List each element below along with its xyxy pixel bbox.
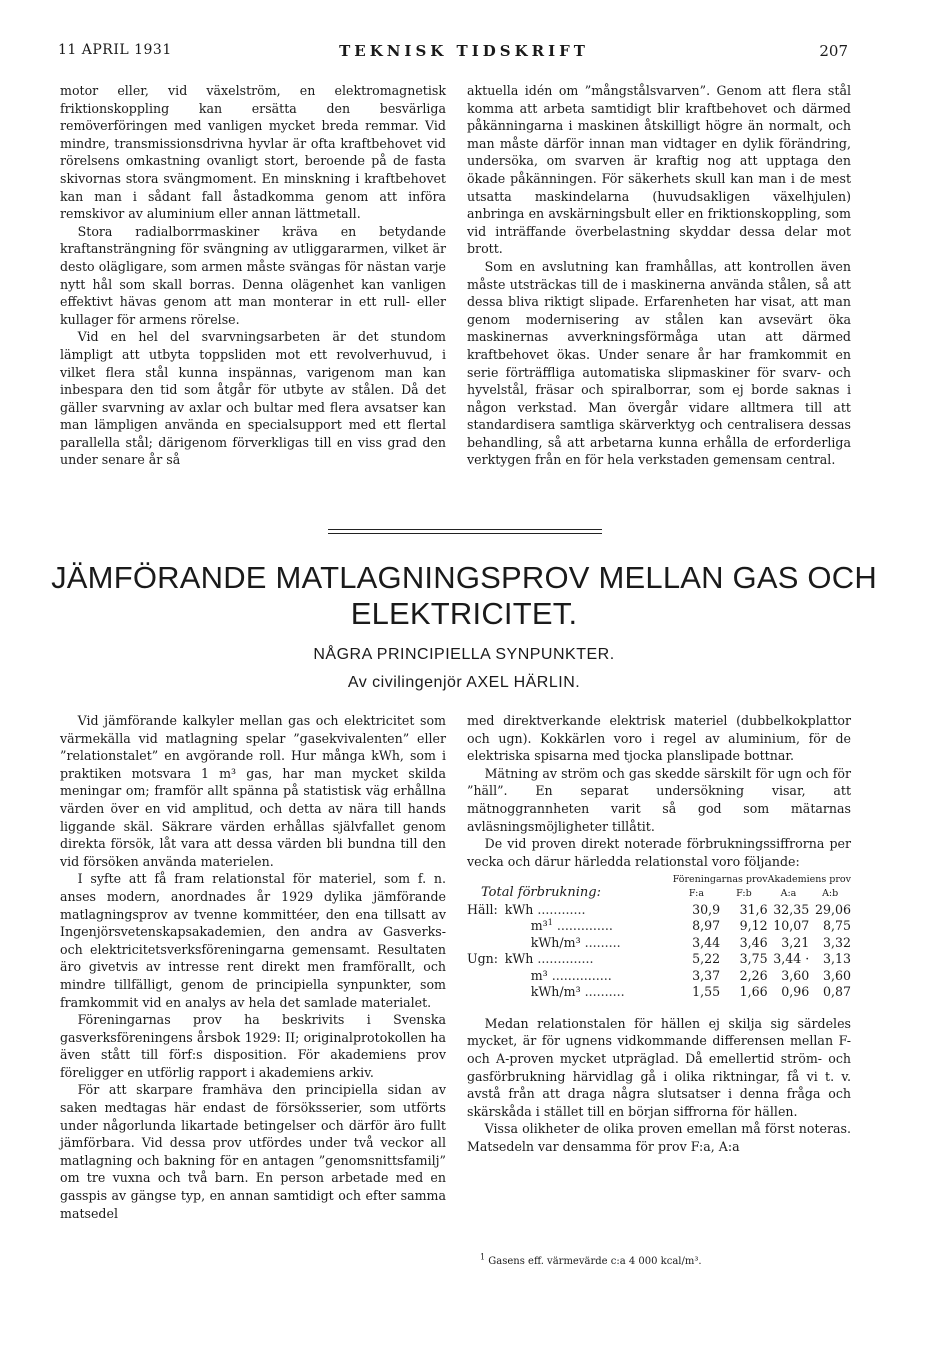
table-cell: 3,37 [692,967,721,983]
top-left-column [60,82,446,469]
separator-rule [328,533,602,534]
row-label: kWh/m³ [530,934,581,950]
table-cell: 3,60 [822,967,851,983]
footnote-number: 1 [480,1252,486,1262]
column-header: A:b [822,888,839,900]
table-cell: 29,06 [814,901,851,917]
paragraph: Vid jämförande kalkyler mellan gas och elektricitet som värmekälla vid matlagning spelar ”gasekvivalenten” eller ”relationstalet” en avgörande roll. Hur många kWh, som i praktiken motsvara 1 m³ gas, har man mycket skilda meningar om; framför allt spänna på statistisk väg erhållna värden över en vid amplitud, och detta av nära till hands liggande skäl. Säkrare värden erhållas självfallet genom direkta försök, låt vara att dessa värden bli bundna till den vid försöken använda materielen. [60,713,446,869]
paragraph: Vid en hel del svarvningsarbeten är det stundom lämpligt att utbyta toppsliden mot ett revolverhuvud, i vilket flera stål kunna inspännas, varigenom man kan inbespara den tid som åtgår för utbyte av stålen. Då det gäller svarvning av axlar och bultar med flera avsatser kan man lämpligen använda en specialsupport med ett flertal parallella stål; därigenom förverkligas till en viss grad den under senare år så [60,329,446,468]
paragraph: Vissa olikheter de olika proven emellan må först noteras. Matsedeln var densamma för prov F:a, A:a [467,1121,851,1154]
separator-rule [328,529,602,530]
paragraph: I syfte att få fram relationstal för materiel, som f. n. anses modern, anordnades år 1929 dylika jämförande matlagningsprov av tvenne kommittéer, den ena tillsatt av Ingenjörsvetenskapsakademien, den andra av Gasverks- och elektricitetsverksföreningarna gemensamt. Resultaten äro givetvis av intresse rent direkt men framförallt, och mindre tillfälligt, genom de principiella synpunkter, som framkommit vid en analys av hela det samlade materialet. [60,871,446,1010]
paragraph: Mätning av ström och gas skedde särskilt för ugn och för ”häll”. En separat undersökning visar, att mätnoggrannheten varit så god som mätarnas avläsningsmöjligheter tillåtit. [467,765,851,834]
group-header-foreningarna: Föreningarnas prov [672,874,768,886]
table-row [467,902,851,919]
leader-dots: ......... [584,934,621,950]
table-cell: 1,55 [692,984,721,1000]
footnote-text: Gasens eff. värmevärde c:a 4 000 kcal/m³. [488,1256,702,1267]
column-header: A:a [780,888,797,900]
table-column-header [467,885,851,902]
row-label: m³ [530,918,548,934]
footnote-marker: 1 [547,918,553,928]
row-label: kWh/m³ [530,984,581,1000]
table-cell: 32,35 [773,901,810,917]
row-group: Häll: [467,901,498,917]
journal-title: TEKNISK TIDSKRIFT [339,42,589,60]
table-title: Total förbrukning: [481,885,601,901]
leader-dots: ............ [537,901,586,917]
row-label: kWh [504,901,534,917]
column-header: F:a [688,888,704,900]
paragraph: För att skarpare framhäva den principiella sidan av saken medtagas här endast de försöksserier, som utförts under någorlunda likartade betingelser och därför äro fullt jämförbara. Vid dessa prov utfördes under två veckor all matlagning och bakning för en antagen ”genomsnittsfamilj” om tre vuxna och två barn. En person arbetade med en gasspis av gängse typ, en annan samtidigt och efter samma matsedel [60,1082,446,1221]
issue-date: 11 APRIL 1931 [58,42,172,58]
table-row [467,968,851,985]
table-cell: 31,6 [739,901,768,917]
paragraph: med direktverkande elektrisk materiel (dubbelkokplattor och ugn). Kokkärlen voro i regel av aluminium, för de elektriska spisarna med tjocka planslipade bottnar. [467,713,851,764]
consumption-table [467,874,851,1001]
leader-dots: .............. [556,918,613,934]
table-cell: 3,21 [781,934,810,950]
table-cell: 10,07 [773,918,810,934]
table-cell: 3,60 [781,967,810,983]
table-cell: 8,97 [692,918,721,934]
table-cell: 8,75 [822,918,851,934]
group-header-akademiens: Akademiens prov [767,874,851,886]
paragraph: aktuella idén om ”mångstålsvarven”. Genom att flera stål komma att arbeta samtidigt blir kraftbehovet och därmed påkänningarna i maskinen åtskilligt högre än normalt, och man måste därför innan man vidtager en dylik förändring, undersöka, om svarven är kraftig nog att upptaga den ökade påkänningen. För säkerhets skull kan man i de mest utsatta maskindelarna (huvudsakligen växelhjulen) anbringa en avskärningsbult eller en friktionskoppling, som vid inträffande överbelastning skyddar dessa delar mot brott. [467,83,851,257]
table-cell: 30,9 [692,901,721,917]
table-row [467,935,851,952]
row-group [467,918,505,935]
page-number: 207 [819,42,848,60]
table-cell: 3,44 [692,934,721,950]
leader-dots: .......... [584,984,625,1000]
table-row [467,951,851,968]
row-group [467,935,505,952]
row-group [467,968,505,985]
article-subtitle: NÅGRA PRINCIPIELLA SYNPUNKTER. [313,646,615,663]
paragraph: De vid proven direkt noterade förbrukningssiffrorna per vecka och därur härledda relationstal voro följande: [467,836,851,869]
row-label: m³ [530,967,548,983]
table-cell: 3,32 [822,934,851,950]
row-label: kWh [504,951,534,967]
article-title-line: JÄMFÖRANDE MATLAGNINGSPROV MELLAN GAS OCH [51,560,877,595]
table-cell: 0,87 [822,984,851,1000]
table-cell: 0,96 [781,984,810,1000]
table-cell: 3,46 [739,934,768,950]
paragraph: Stora radialborrmaskiner kräva en betydande kraftansträngning för svängning av utliggararmen, vilket är desto olägligare, som armen måste svängas för nästan varje nytt hål som skall borras. Denna olägenhet kan vanligen effektivt hävas genom att man monterar in ett rull- eller kullager för armens rörelse. [60,223,446,327]
row-group [467,984,505,1001]
article-title-line: ELEKTRICITET. [350,596,578,631]
column-header: F:b [736,888,752,900]
article-right-column [467,712,851,1156]
paragraph: Som en avslutning kan framhållas, att kontrollen även måste utsträckas till de i maskinerna använda stålen, så att dessa bliva riktigt slipade. Erfarenheten har visat, att man genom modernisering av stålen kan avsevärt öka maskinernas avverkningsförmåga utan att därmed kraftbehovet ökas. Under senare år har framkommit en serie förträffliga automatiska slipmaskiner för svarv- och hyvelstål, fräsar och spiralborrar, som ej borde saknas i någon verkstad. Man övergår vidare alltmera till att standardisera samtliga skärverktyg och centralisera dessas behandling, så att arbetarna kunna erhålla de erforderliga verktygen från en för hela verkstaden gemensam central. [467,258,851,468]
leader-dots: ............... [551,967,612,983]
table-cell: 3,13 [822,951,851,967]
table-cell: 3,75 [739,951,768,967]
top-right-column [467,82,851,469]
table-cell: 9,12 [739,918,768,934]
paragraph: Föreningarnas prov ha beskrivits i Svenska gasverksföreningens årsbok 1929: II; originalprotokollen ha även stått till förf:s disposition. För akademiens prov föreligger en utförlig rapport i akademiens arkiv. [60,1012,446,1080]
table-row [467,918,851,935]
leader-dots: .............. [537,951,594,967]
article-byline: Av civilingenjör AXEL HÄRLIN. [347,674,581,691]
table-row [467,984,851,1001]
article-title [40,560,888,632]
table-cell: 3,44 · [773,951,810,967]
paragraph: Medan relationstalen för hällen ej skilja sig särdeles mycket, är för ugnens vidkommande differensen mellan F- och A-proven mycket utpräglad. Då emellertid ström- och gasförbrukning härvidlag gå i olika riktningar, få vi t. v. avstå från att draga några slutsatser i denna fråga och skärskåda i stället till en början siffrorna för hällen. [467,1015,851,1119]
article-left-column [60,712,446,1222]
row-group: Ugn: [467,951,499,967]
table-cell: 1,66 [739,984,768,1000]
running-header [0,42,928,62]
table-cell: 2,26 [739,967,768,983]
table-cell: 5,22 [692,951,721,967]
paragraph: motor eller, vid växelström, en elektromagnetisk friktionskoppling kan ersätta den besvärliga remöverföringen med vanligen mycket breda remmar. Vid mindre, transmissionsdrivna hyvlar är ofta kraftbehovet vid rörelsens omkastning ovanligt stort, beroende på de fasta skivornas stora svängmoment. En minskning i kraftbehovet kan man i sådant fall åstadkomma genom att införa remskivor av aluminium eller annan lättmetall. [60,83,446,222]
footnote [480,1252,850,1267]
table-group-header [467,874,851,885]
